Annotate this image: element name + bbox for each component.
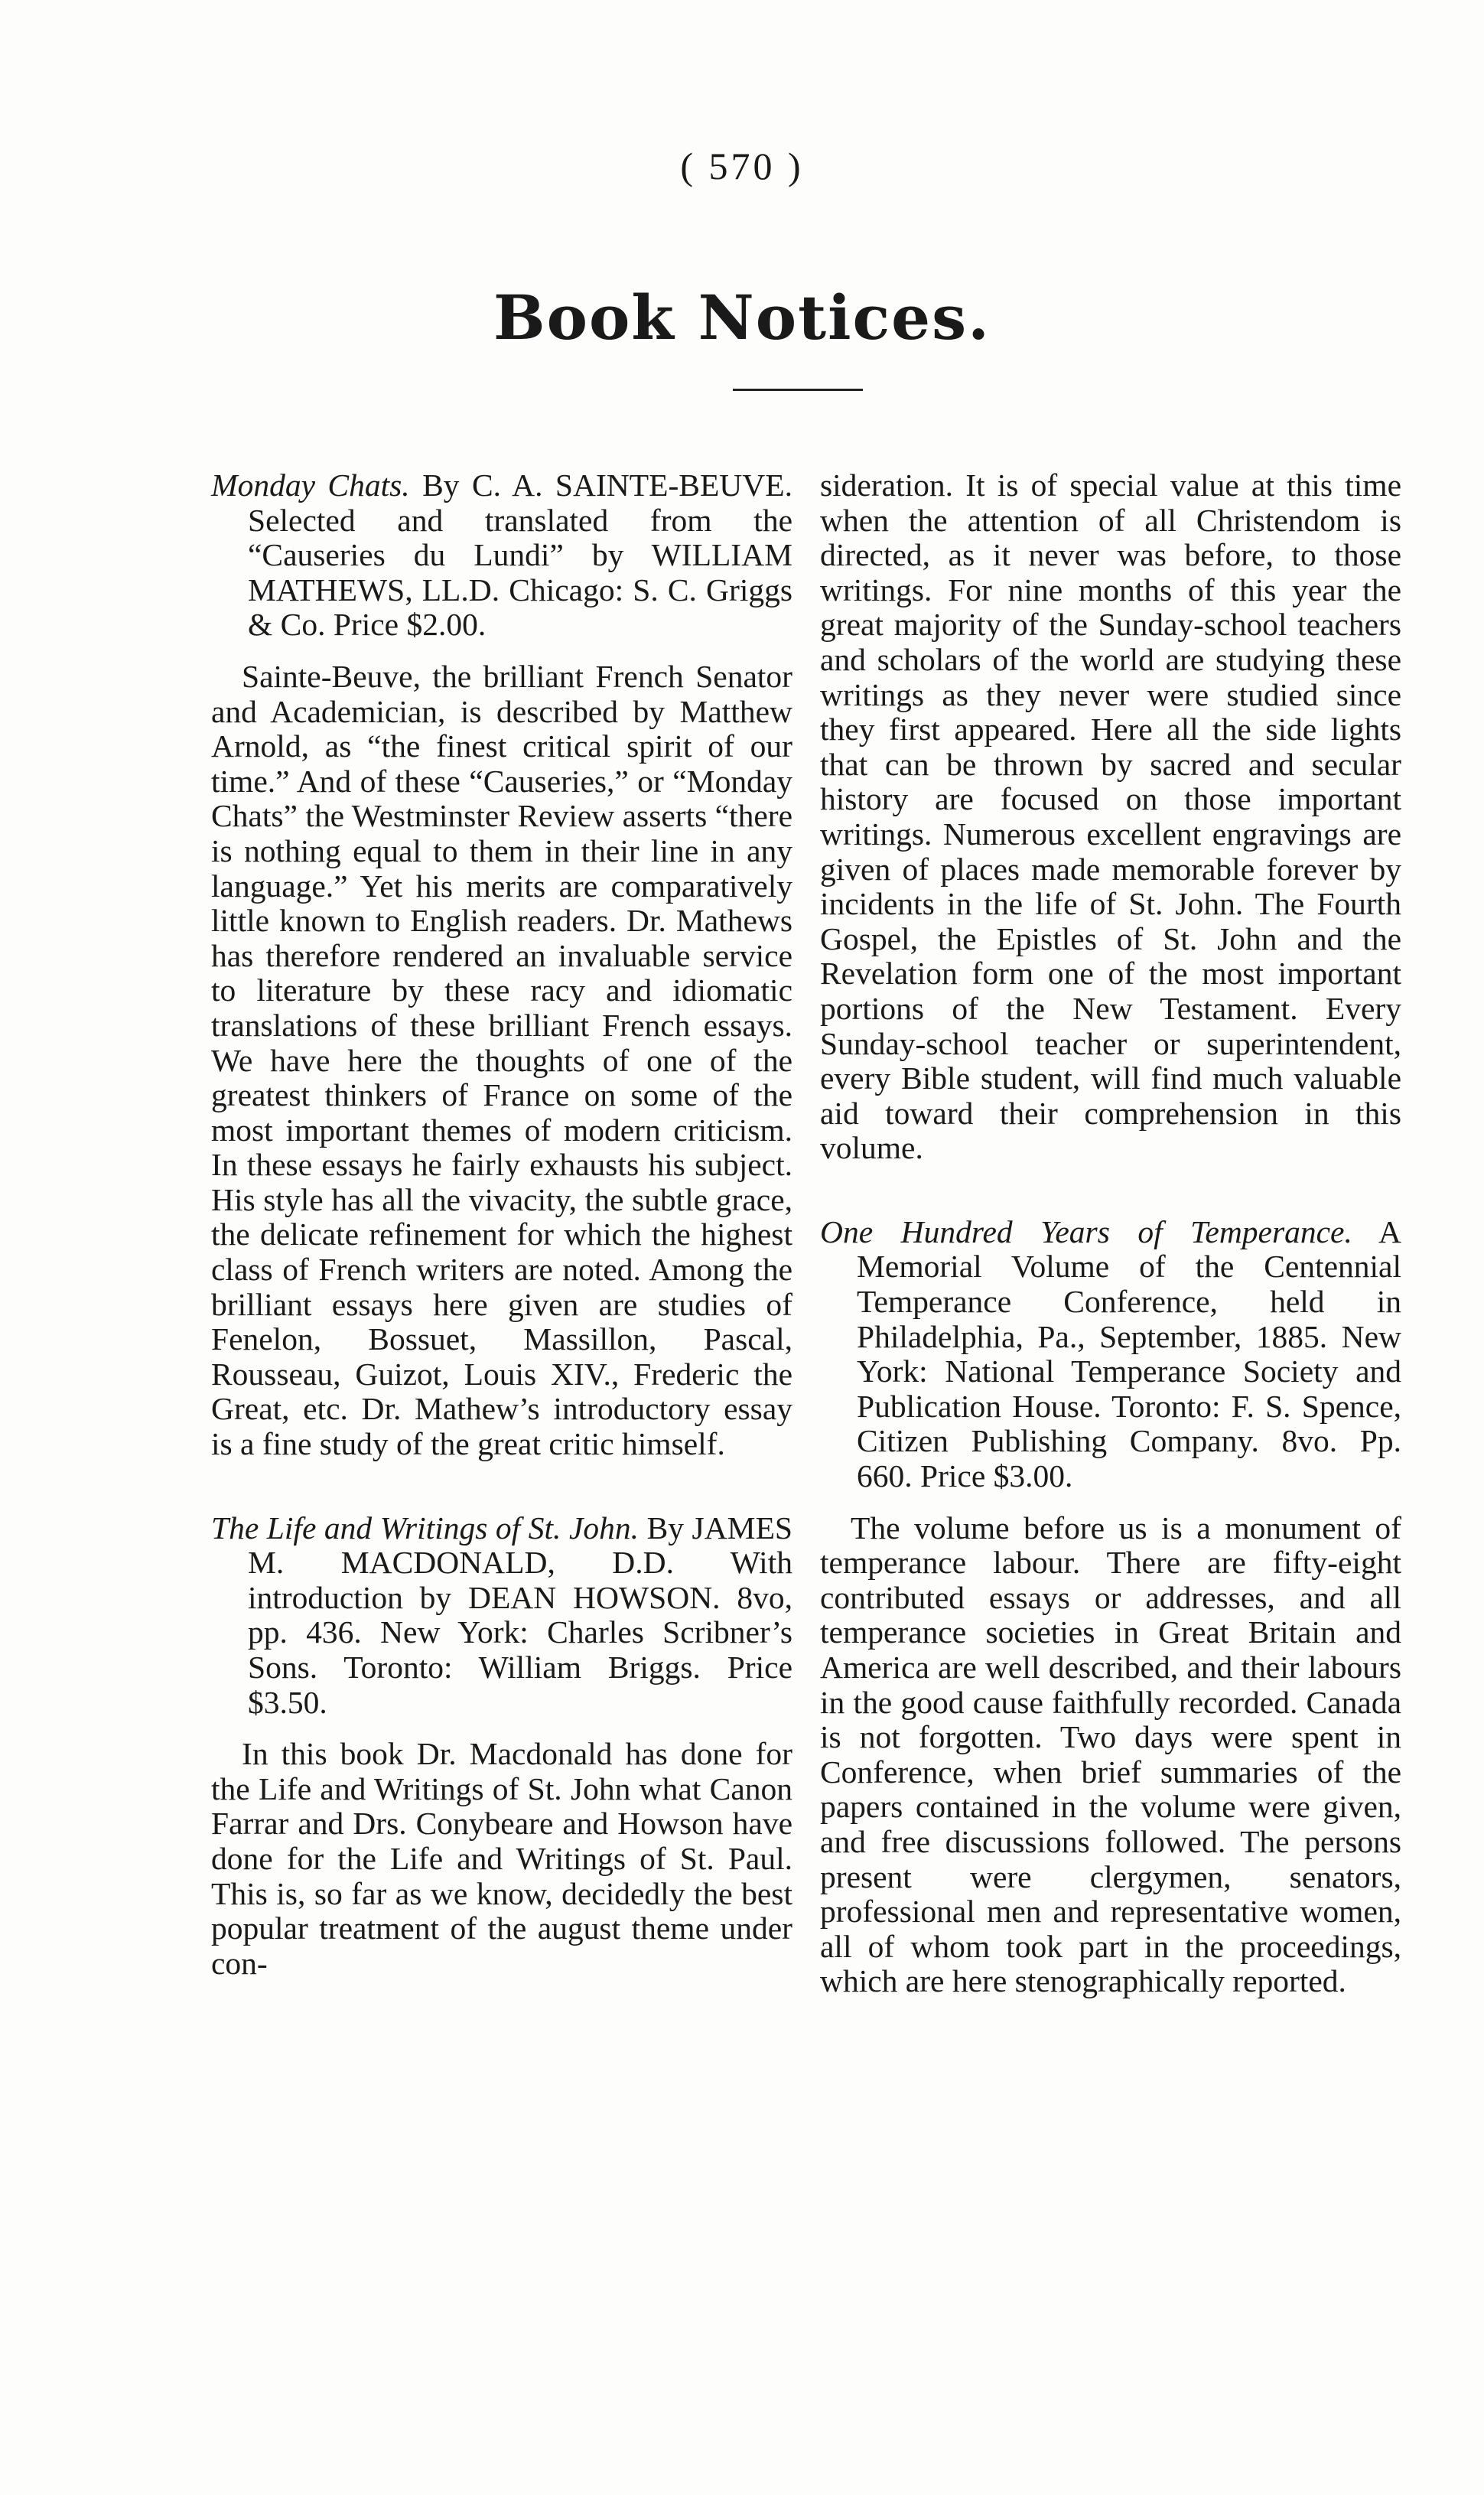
entry-review: The volume before us is a monument of temperance labour. There are fifty-eight contributed essays or addresses, and all temperance societies in Great Britain and America are well described, and their labours in the good cause faithfully recorded. Canada is not forgotten. Two days were spent in Conference, when brief summaries of the papers contained in the volume were given, and free discussions followed. The persons present were clergymen, senators, professional men and representative women, all of whom took part in the proceedings, which are here stenographically reported. — [820, 1510, 1401, 1999]
entry-heading — [820, 1215, 1401, 1494]
entry-title: One Hundred Years of Temperance. — [820, 1213, 1352, 1249]
right-column — [820, 468, 1401, 1999]
entry-citation: By JAMES M. MACDONALD, D.D. With introduction by DEAN HOWSON. 8vo, pp. 436. New York: Charles Scribner’s Sons. Toronto: William Briggs. Price $3.50. — [248, 1510, 792, 1720]
entry-citation: By C. A. SAINTE-BEUVE. Selected and translated from the “Causeries du Lundi” by WILLIAM MATHEWS, LL.D. Chicago: S. C. Griggs & Co. Price $2.00. — [248, 467, 792, 643]
entry-review-continued: sideration. It is of special value at this time when the attention of all Christendom is directed, as it never was before, to those writings. For nine months of this year the great majority of the Sunday-school teachers and scholars of the world are studying these writings as they never were studied since they first appeared. Here all the side lights that can be thrown by sacred and secular history are focused on those important writings. Numerous excellent engravings are given of places made memorable forever by incidents in the life of St. John. The Fourth Gospel, the Epistles of St. John and the Revelation form one of the most important portions of the New Testament. Every Sunday-school teacher or superintendent, every Bible student, will find much valuable aid toward their comprehension in this volume. — [820, 467, 1401, 1166]
entry-heading — [211, 468, 792, 643]
page-number: ( 570 ) — [680, 145, 804, 187]
entry-title: The Life and Writings of St. John. — [211, 1510, 639, 1546]
entry-heading — [211, 1511, 792, 1721]
entry-review: Sainte-Beuve, the brilliant French Senator and Academician, is described by Matthew Arnold, as “the finest critical spirit of our time.” And of these “Causeries,” or “Monday Chats” the Westminster Review asserts “there is nothing equal to them in their line in any language.” Yet his merits are comparatively little known to English readers. Dr. Mathews has therefore rendered an invaluable service to literature by these racy and idiomatic translations of these brilliant French essays. We have here the thoughts of one of the greatest thinkers of France on some of the most important themes of modern criticism. In these essays he fairly exhausts his subject. His style has all the vivacity, the subtle grace, the delicate refinement for which the highest class of French writers are noted. Among the brilliant essays here given are studies of Fenelon, Bossuet, Massillon, Pascal, Rousseau, Guizot, Louis XIV., Frederic the Great, etc. Dr. Mathew’s introductory essay is a fine study of the great critic himself. — [211, 658, 792, 1462]
entry-review: In this book Dr. Macdonald has done for the Life and Writings of St. John what Canon Farrar and Drs. Conybeare and Howson have done for the Life and Writings of St. Paul. This is, so far as we know, decidedly the best popular treatment of the august theme under con- — [211, 1736, 792, 1981]
entry-title: Monday Chats. — [211, 467, 410, 503]
entry-citation: A Memorial Volume of the Centennial Temperance Conference, held in Philadelphia, Pa., September, 1885. New York: National Temperance Society and Publication House. Toronto: F. S. Spence, Citizen Publishing Company. 8vo. Pp. 660. Price $3.00. — [857, 1213, 1401, 1494]
title-rule — [733, 389, 863, 391]
section-title: Book Notices. — [493, 282, 991, 353]
left-column — [211, 468, 792, 1981]
